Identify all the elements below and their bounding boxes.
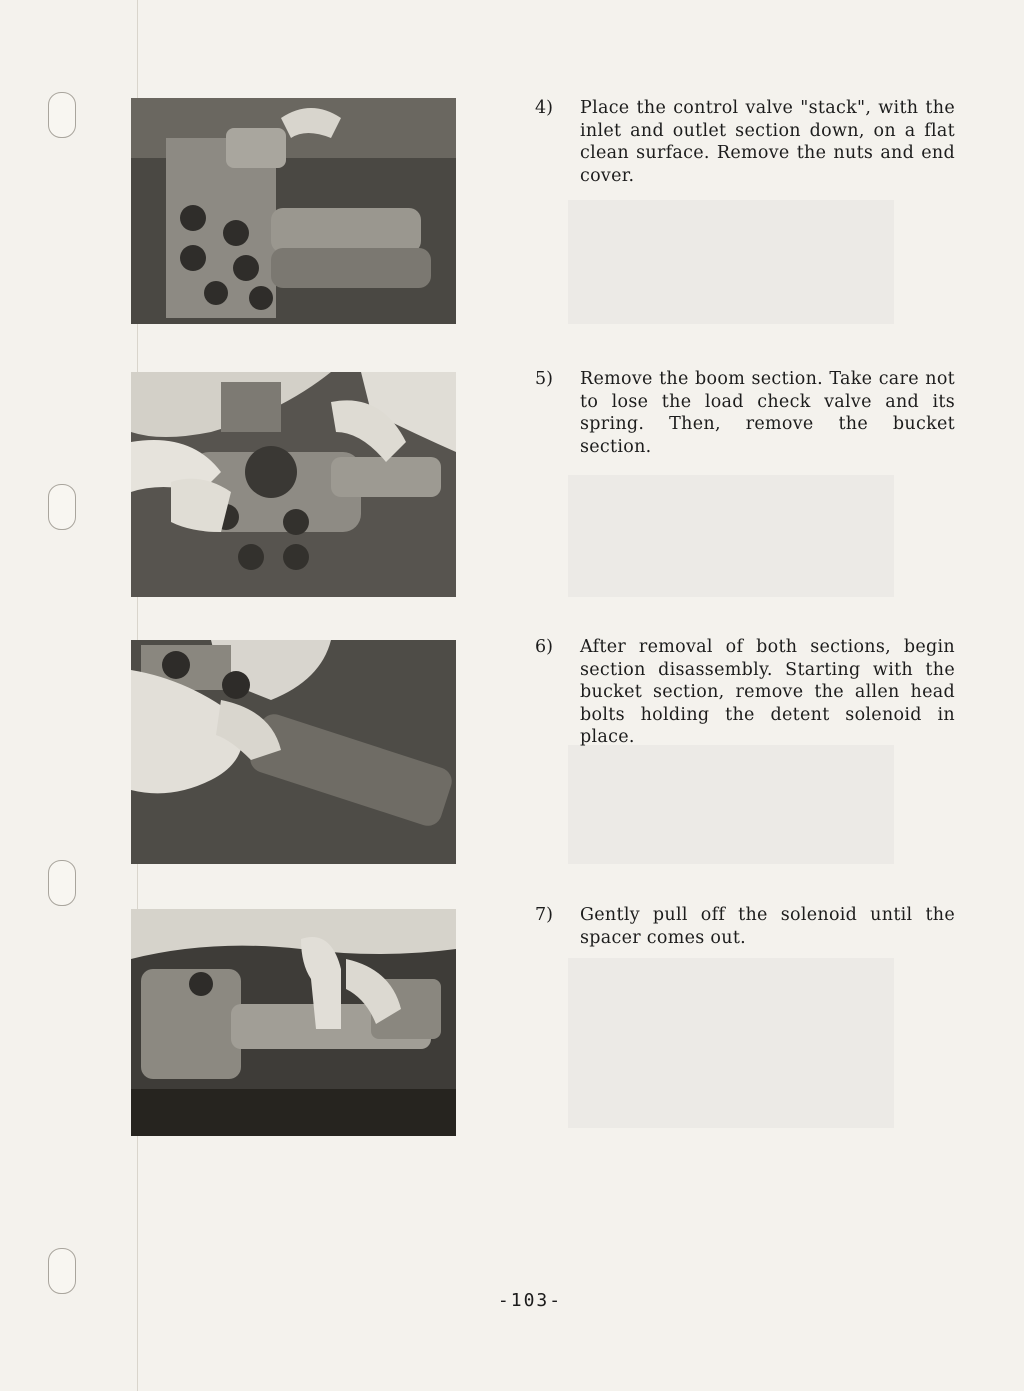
step-instructions: Place the control valve "stack", with the inlet and outlet section down, on a flat clean surface. Remove the nuts and end cover. — [580, 98, 955, 186]
punch-hole-icon — [48, 92, 76, 138]
step-5-shade — [568, 475, 894, 597]
punch-hole-icon — [48, 1248, 76, 1294]
step-instructions: Remove the boom section. Take care not to lose the load check valve and its spring. Then, remove the bucket section. — [580, 369, 955, 457]
step-4-shade — [568, 200, 894, 324]
page-number: -103- — [497, 1290, 563, 1311]
step-4-photo — [131, 98, 456, 324]
step-6-shade — [568, 745, 894, 864]
punch-hole-icon — [48, 484, 76, 530]
step-number: 7) — [535, 905, 553, 925]
step-7-shade — [568, 958, 894, 1128]
punch-hole-icon — [48, 860, 76, 906]
step-instructions: After removal of both sections, begin section disassembly. Starting with the bucket section, remove the allen head bolts holding the detent solenoid in place. — [580, 637, 955, 747]
step-7-photo — [131, 909, 456, 1136]
step-6-photo — [131, 640, 456, 864]
step-5-photo — [131, 372, 456, 597]
step-number: 4) — [535, 98, 553, 118]
step-number: 6) — [535, 637, 553, 657]
step-instructions: Gently pull off the solenoid until the spacer comes out. — [580, 905, 955, 948]
step-number: 5) — [535, 369, 553, 389]
